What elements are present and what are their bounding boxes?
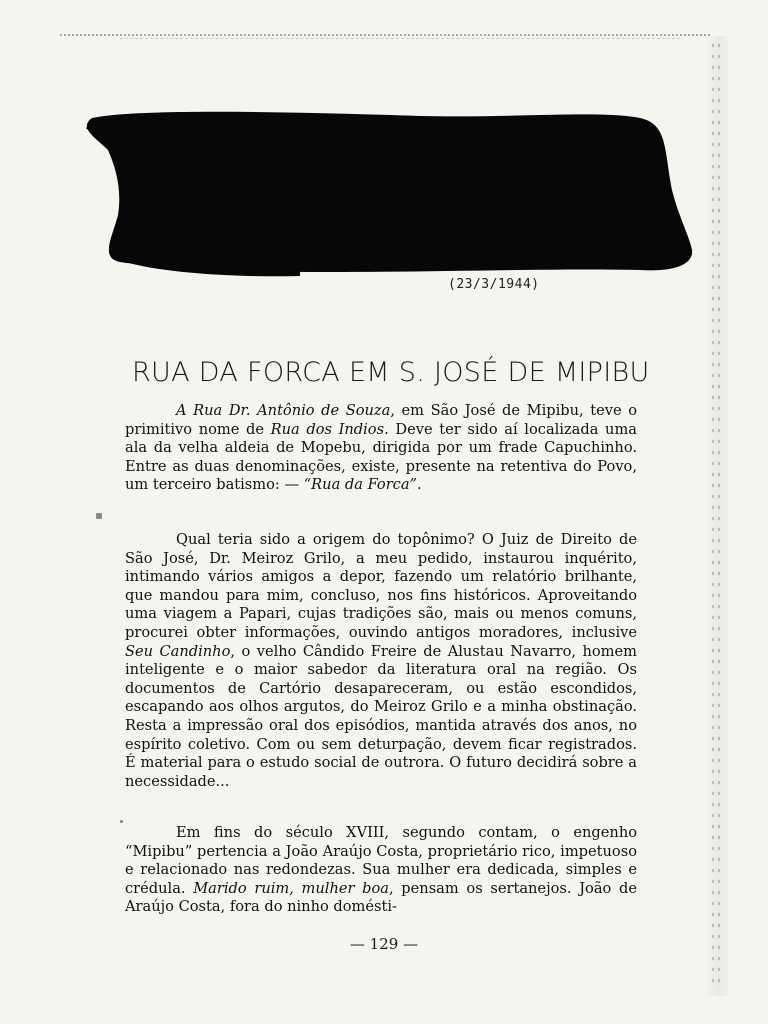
paragraph-text xyxy=(125,531,637,791)
paragraph-text xyxy=(125,402,637,495)
italic-run: A Rua Dr. Antônio de Souza xyxy=(176,402,391,419)
italic-run: “Rua da Forca” xyxy=(303,476,418,494)
scan-speck xyxy=(120,820,123,823)
text-run: . xyxy=(417,476,422,494)
scan-speck xyxy=(96,513,102,519)
date-stamp: (23/3/1944) xyxy=(448,277,540,292)
text-run: Em fins do século XVIII, segundo contam, o engenho “Mipibu” pertencia a João Araújo Costa, proprietário rico, impetuoso e relacionado nas redondezas. Sua mulher era dedicada, simples e crédula. xyxy=(125,824,637,897)
paragraph xyxy=(125,824,637,917)
italic-run: Rua dos Indios xyxy=(270,420,385,438)
text-run: . Deve ter sido aí localizada uma ala da velha aldeia de Mopebu, dirigida por um frade Capuchinho. Entre as duas denominações, existe, presente na retentiva do Povo, um terceiro batismo: — xyxy=(125,420,637,494)
page-top-edge-secondary xyxy=(120,38,680,39)
page-right-specks xyxy=(710,40,722,990)
page-number: — 129 — xyxy=(349,935,419,953)
italic-run: Seu Candinho xyxy=(125,642,231,660)
redaction-mark xyxy=(0,0,768,300)
italic-run: Marido ruim, mulher boa xyxy=(193,879,389,897)
text-run: , pensam os sertanejos. João de Araújo Costa, fora do ninho domésti- xyxy=(125,879,637,916)
paragraph-text xyxy=(125,824,637,917)
text-run: , o velho Cândido Freire de Alustau Navarro, homem inteligente e o maior sabedor da literatura oral na região. Os documentos de Cartório desapareceram, ou estão escondidos, escapando aos olhos argutos, do Meiroz Grilo e a minha obstinação. Resta a impressão oral dos episódios, mantida através dos anos, no espírito coletivo. Com ou sem deturpação, devem ficar registrados. É material para o estudo social de outrora. O futuro decidirá sobre a necessidade... xyxy=(125,642,637,790)
paragraph xyxy=(125,531,637,791)
paragraph xyxy=(125,402,637,495)
chapter-title: RUA DA FORCA EM S. JOSÉ DE MIPIBU xyxy=(132,357,650,388)
page-top-edge xyxy=(60,34,710,36)
text-run: , em São José de Mipibu, teve o primitivo nome de xyxy=(125,402,637,438)
text-run: Qual teria sido a origem do topônimo? O Juiz de Direito de São José, Dr. Meiroz Grilo, a meu pedido, instaurou inquérito, intimando vários amigos a depor, fazendo um relatório brilhante, que mandou para mim, concluso, nos fins históricos. Aproveitando uma viagem a Papari, cujas tradições são, mais ou menos comuns, procurei obter informações, ouvindo antigos moradores, inclusive xyxy=(125,531,637,641)
